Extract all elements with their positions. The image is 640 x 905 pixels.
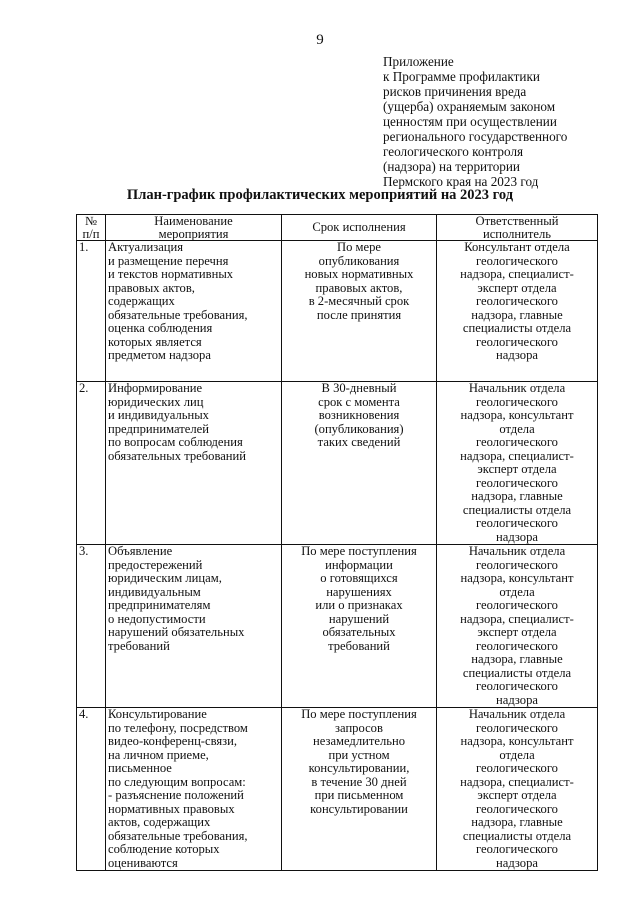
cell-line: требований — [108, 638, 170, 653]
responsible-executor — [437, 545, 598, 708]
cell-line: надзора, консультант — [460, 734, 574, 748]
header-line: № — [84, 214, 98, 228]
cell-line: предметом надзора — [108, 348, 211, 362]
cell-line: правовых актов, — [315, 280, 403, 295]
cell-line: видео-конференц-связи, — [108, 734, 238, 748]
cell-line: опубликования — [318, 253, 400, 268]
cell-line: специалисты отдела — [462, 321, 572, 335]
row-number: 1. — [77, 241, 106, 382]
cell-line: в течение 30 дней — [311, 774, 407, 789]
cell-line: правовых актов, — [108, 280, 195, 295]
cell-line: специалисты отдела — [462, 502, 572, 517]
header-term — [282, 215, 437, 241]
execution-term — [282, 545, 437, 708]
cell-line: По мере — [337, 240, 381, 254]
appendix-line: Пермского края на 2023 год — [383, 174, 539, 189]
cell-line: Актуализация — [108, 240, 184, 254]
cell-line: срок с момента — [318, 394, 400, 409]
cell-line: и текстов нормативных — [108, 267, 234, 281]
cell-line: геологического — [476, 598, 558, 612]
execution-term — [282, 241, 437, 382]
cell-line: По мере поступления — [301, 544, 417, 558]
cell-line: содержащих — [108, 294, 175, 308]
appendix-line: рисков причинения вреда — [383, 84, 527, 99]
cell-line: и индивидуальных — [108, 408, 209, 422]
cell-line: отдела — [499, 584, 535, 599]
cell-line: В 30-дневный — [321, 381, 397, 395]
row-number: 3. — [77, 545, 106, 708]
cell-line: надзора, главные — [471, 815, 563, 829]
cell-line: Информирование — [108, 381, 203, 395]
cell-line: новых нормативных — [304, 267, 414, 281]
cell-line: и размещение перечня — [108, 253, 229, 268]
header-line: Срок исполнения — [312, 220, 406, 235]
appendix-line: Приложение — [383, 54, 454, 69]
page-number: 9 — [316, 32, 324, 48]
cell-line: (опубликования) — [314, 421, 404, 436]
cell-line: надзора, специалист- — [460, 267, 574, 281]
appendix-line: (ущерба) охраняемым законом — [383, 99, 556, 114]
cell-line: консультировании, — [308, 761, 410, 775]
cell-line: нарушений обязательных — [108, 625, 245, 639]
cell-line: геологического — [476, 394, 558, 409]
cell-line: надзора, специалист- — [460, 774, 574, 789]
cell-line: нарушений — [328, 611, 390, 626]
cell-line: геологического — [476, 294, 558, 308]
cell-line: надзора — [496, 692, 538, 707]
header-line: Ответственный — [475, 214, 559, 228]
cell-line: геологического — [476, 679, 558, 693]
activity-name — [106, 241, 282, 382]
cell-line: обязательные требования, — [108, 307, 248, 322]
cell-line: эксперт отдела — [477, 625, 557, 639]
cell-line: геологического — [476, 720, 558, 735]
cell-line: по вопросам соблюдения — [108, 435, 243, 449]
cell-line: надзора, специалист- — [460, 611, 574, 626]
cell-line: после принятия — [316, 307, 402, 322]
cell-line: при письменном — [314, 788, 404, 802]
cell-line: юридических лиц — [108, 394, 204, 409]
cell-line: геологического — [476, 761, 558, 775]
cell-line: письменное — [108, 761, 172, 775]
cell-line: актов, содержащих — [108, 815, 211, 829]
cell-line: соблюдение которых — [108, 842, 220, 856]
cell-line: юридическим лицам, — [108, 571, 222, 585]
cell-line: оценка соблюдения — [108, 321, 213, 335]
appendix-line: ценностям при осуществлении — [383, 114, 557, 129]
header-line: Наименование — [154, 214, 233, 228]
cell-line: Консультант отдела — [464, 240, 570, 254]
cell-line: в 2-месячный срок — [308, 294, 410, 308]
cell-line: по следующим вопросам: — [108, 774, 246, 789]
activity-name — [106, 382, 282, 545]
cell-line: отдела — [499, 747, 535, 762]
cell-line: специалисты отдела — [462, 665, 572, 680]
cell-line: надзора, консультант — [460, 571, 574, 585]
cell-line: геологического — [476, 638, 558, 653]
cell-line: обязательных — [322, 625, 396, 639]
header-line: мероприятия — [158, 226, 229, 241]
row-number: 2. — [77, 382, 106, 545]
table-row — [77, 382, 598, 545]
execution-term — [282, 708, 437, 871]
header-line: исполнитель — [482, 226, 552, 241]
cell-line: эксперт отдела — [477, 280, 557, 295]
cell-line: По мере поступления — [301, 707, 417, 721]
cell-line: геологического — [476, 475, 558, 490]
cell-line: на личном приеме, — [108, 747, 209, 762]
cell-line: возникновения — [318, 408, 400, 422]
responsible-executor — [437, 241, 598, 382]
cell-line: эксперт отдела — [477, 462, 557, 476]
cell-line: геологического — [476, 842, 558, 856]
appendix-note — [383, 54, 623, 189]
table-row — [77, 708, 598, 871]
header-executor — [437, 215, 598, 241]
row-number: 4. — [77, 708, 106, 871]
cell-line: по телефону, посредством — [108, 720, 248, 735]
cell-line: информации — [325, 557, 393, 572]
cell-line: геологического — [476, 435, 558, 449]
table-header-row — [77, 215, 598, 241]
cell-line: таких сведений — [317, 435, 401, 449]
cell-line: при устном — [328, 747, 390, 762]
activity-name — [106, 708, 282, 871]
cell-line: надзора, специалист- — [460, 448, 574, 463]
cell-line: запросов — [335, 720, 383, 735]
cell-line: Начальник отдела — [468, 707, 566, 721]
appendix-line: геологического контроля — [383, 144, 524, 159]
cell-line: геологического — [476, 253, 558, 268]
cell-line: геологического — [476, 334, 558, 349]
header-line: п/п — [82, 226, 100, 241]
cell-line: Начальник отдела — [468, 544, 566, 558]
cell-line: надзора — [496, 529, 538, 544]
cell-line: геологического — [476, 516, 558, 530]
cell-line: надзора, главные — [471, 652, 563, 666]
cell-line: индивидуальным — [108, 584, 201, 599]
cell-line: геологического — [476, 557, 558, 572]
document-title: План-график профилактических мероприятий на 2023 год — [126, 187, 514, 203]
execution-term — [282, 382, 437, 545]
responsible-executor — [437, 382, 598, 545]
activity-name — [106, 545, 282, 708]
cell-line: Объявление — [108, 544, 173, 558]
cell-line: незамедлительно — [312, 734, 406, 748]
header-name — [106, 215, 282, 241]
cell-line: о недопустимости — [108, 611, 206, 626]
cell-line: оцениваются — [108, 855, 178, 870]
cell-line: требований — [328, 638, 390, 653]
cell-line: нормативных правовых — [108, 801, 235, 816]
table-row — [77, 545, 598, 708]
responsible-executor — [437, 708, 598, 871]
cell-line: обязательные требования, — [108, 828, 248, 843]
cell-line: - разъяснение положений — [108, 788, 244, 802]
cell-line: о готовящихся — [320, 571, 398, 585]
cell-line: обязательных требований — [108, 448, 247, 463]
cell-line: или о признаках — [315, 598, 403, 612]
appendix-line: к Программе профилактики — [383, 69, 540, 84]
table-row — [77, 241, 598, 382]
cell-line: нарушениях — [326, 584, 392, 599]
cell-line: геологического — [476, 801, 558, 816]
cell-line: надзора — [496, 348, 538, 362]
cell-line: надзора — [496, 855, 538, 870]
plan-schedule-table — [76, 214, 598, 871]
appendix-line: регионального государственного — [383, 129, 568, 144]
cell-line: предостережений — [108, 557, 203, 572]
cell-line: надзора, главные — [471, 307, 563, 322]
appendix-line: (надзора) на территории — [383, 159, 520, 174]
cell-line: надзора, консультант — [460, 408, 574, 422]
cell-line: предпринимателям — [108, 598, 211, 612]
cell-line: которых является — [108, 334, 202, 349]
cell-line: надзора, главные — [471, 489, 563, 503]
header-num — [77, 215, 106, 241]
cell-line: специалисты отдела — [462, 828, 572, 843]
cell-line: Начальник отдела — [468, 381, 566, 395]
cell-line: эксперт отдела — [477, 788, 557, 802]
cell-line: отдела — [499, 421, 535, 436]
cell-line: Консультирование — [108, 707, 207, 721]
cell-line: консультировании — [310, 801, 408, 816]
cell-line: предпринимателей — [108, 421, 209, 436]
